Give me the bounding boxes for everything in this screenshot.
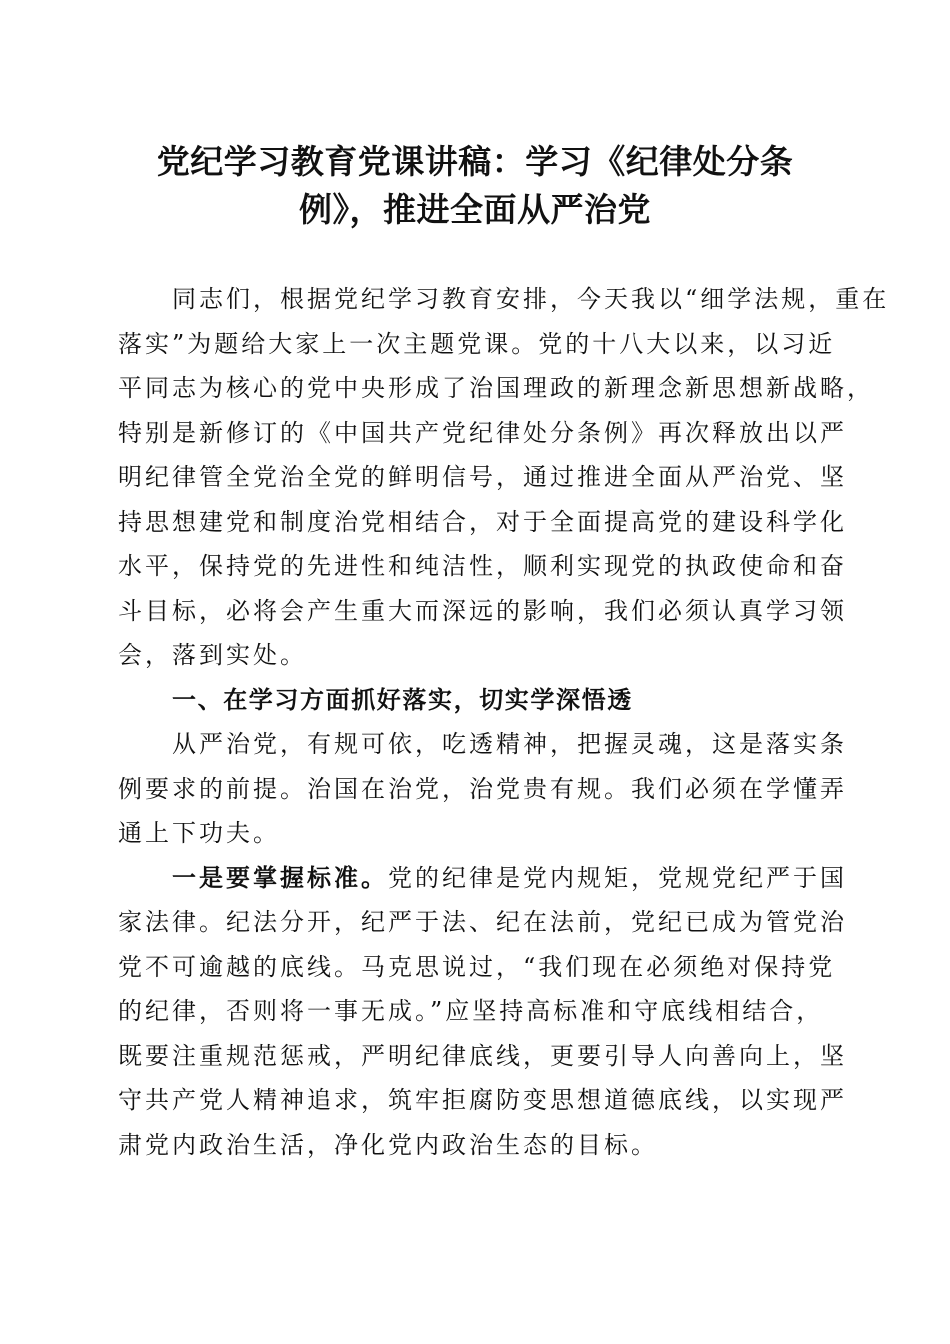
text-line: 守共产党人精神追求，筑牢拒腐防变思想道德底线，以实现严: [118, 1086, 847, 1114]
text-line: 同志们，根据党纪学习教育安排，今天我以“细学法规，重在: [172, 285, 890, 313]
text-line: 落实”为题给大家上一次主题党课。党的十八大以来，以习近: [118, 329, 836, 358]
text-line: 会，落到实处。: [118, 641, 307, 669]
text-line: 平同志为核心的党中央形成了治国理政的新理念新思想新战略，: [118, 374, 874, 402]
text-line-rest: 党的纪律是党内规矩，党规党纪严于国: [388, 863, 847, 892]
paragraph-lead: 一是要掌握标准。: [172, 863, 388, 892]
text-line: 家法律。纪法分开，纪严于法、纪在法前，党纪已成为管党治: [118, 908, 847, 936]
title-line: 例》，推进全面从严治党: [299, 190, 651, 229]
text-line: 肃党内政治生活，净化党内政治生态的目标。: [118, 1130, 658, 1159]
section-heading: 一、在学习方面抓好落实，切实学深悟透: [172, 685, 633, 714]
paragraph-standard: [118, 856, 847, 1168]
text-line: 的纪律，否则将一事无成。”应坚持高标准和守底线相结合，: [118, 997, 824, 1025]
text-line: 从严治党，有规可依，吃透精神，把握灵魂，这是落实条: [172, 730, 847, 758]
text-line: 水平，保持党的先进性和纯洁性，顺利实现党的执政使命和奋: [118, 552, 847, 580]
text-line: 斗目标，必将会产生重大而深远的影响，我们必须认真学习领: [118, 596, 847, 625]
document-title: [90, 138, 860, 234]
text-line: 特别是新修订的《中国共产党纪律处分条例》再次释放出以严: [118, 418, 847, 447]
text-line: [118, 856, 847, 901]
text-line: 既要注重规范惩戒，严明纪律底线，更要引导人向善向上，坚: [118, 1041, 847, 1070]
title-line: 党纪学习教育党课讲稿：学习《纪律处分条: [156, 142, 794, 181]
text-line: 党不可逾越的底线。马克思说过，“我们现在必须绝对保持党: [118, 952, 836, 981]
text-line: 通上下功夫。: [118, 819, 280, 847]
text-line: 明纪律管全党治全党的鲜明信号，通过推进全面从严治党、坚: [118, 463, 847, 491]
text-line: 持思想建党和制度治党相结合，对于全面提高党的建设科学化: [118, 507, 847, 536]
paragraph-study: [118, 722, 847, 856]
paragraph-intro: [118, 277, 890, 678]
document-body: [118, 277, 890, 1167]
text-line: 例要求的前提。治国在治党，治党贵有规。我们必须在学懂弄: [118, 774, 847, 803]
